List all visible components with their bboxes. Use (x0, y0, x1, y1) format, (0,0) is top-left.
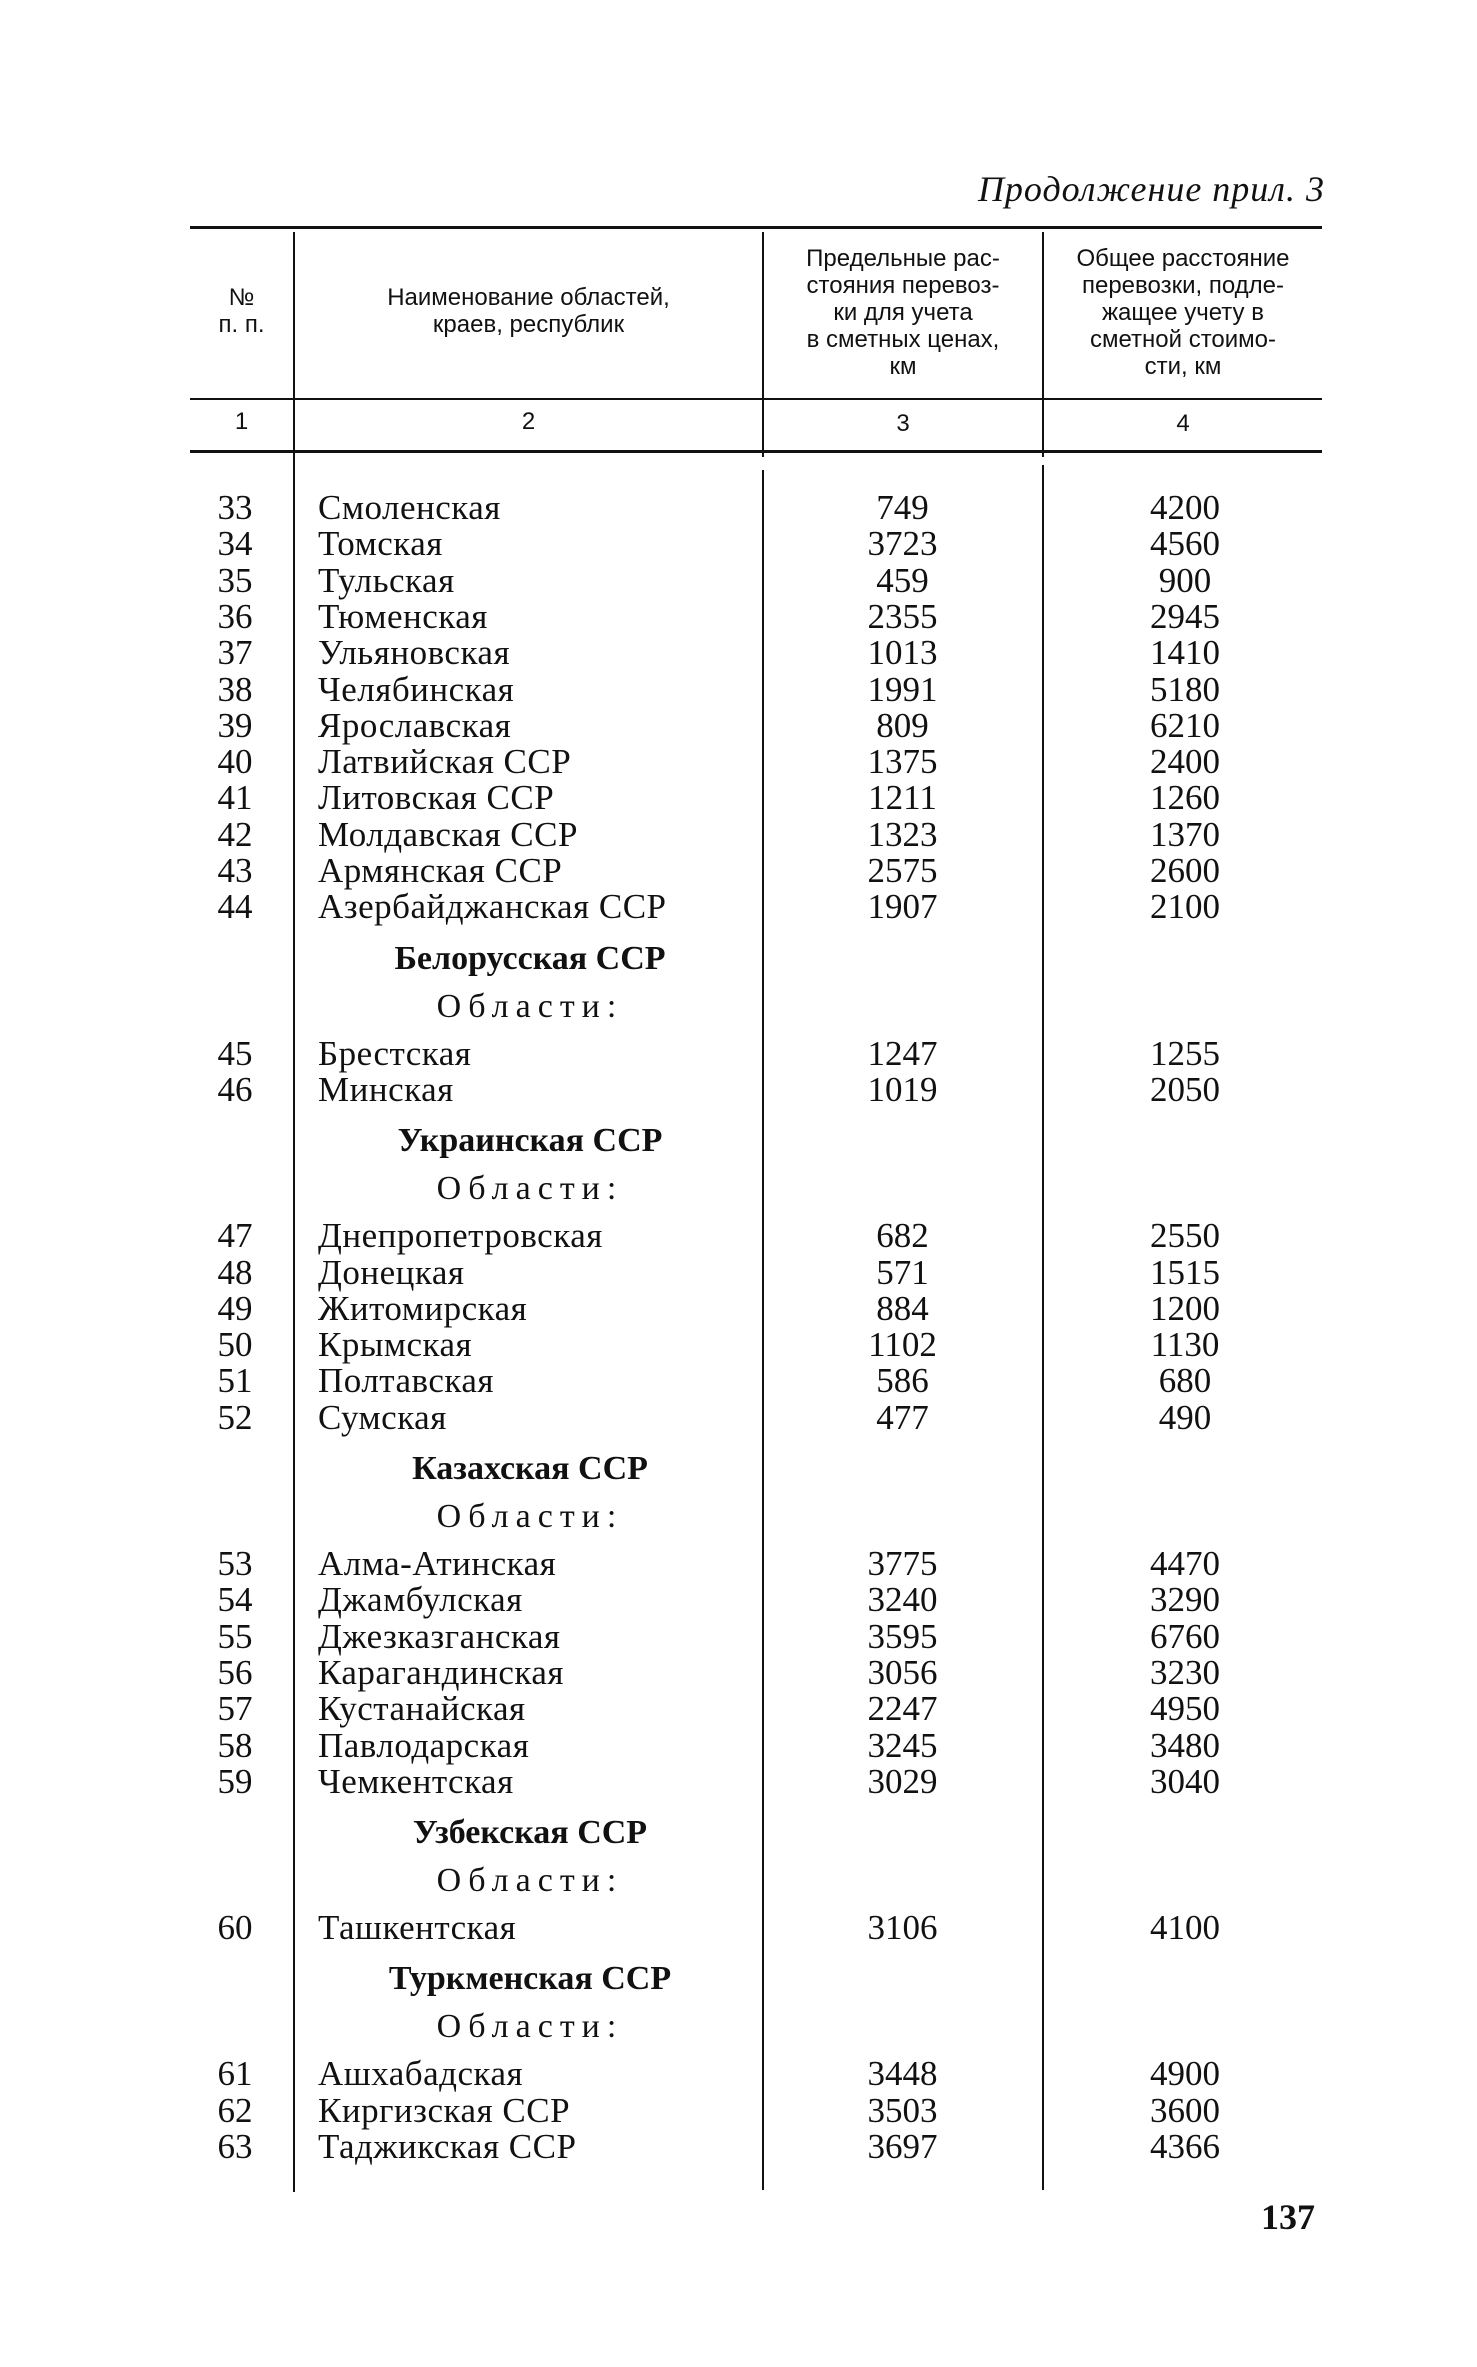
region-name: Молдавская ССР (318, 814, 578, 854)
total-distance: 1200 (1150, 1288, 1220, 1328)
table-row (0, 1069, 1477, 1109)
limit-distance: 1211 (868, 778, 937, 818)
table-row (0, 2056, 1477, 2092)
limit-distance: 477 (876, 1397, 929, 1437)
total-distance: 5180 (1150, 669, 1220, 709)
limit-distance: 809 (876, 705, 929, 745)
table-row (0, 1910, 1477, 1946)
total-distance: 1515 (1150, 1252, 1220, 1292)
row-number: 47 (217, 1216, 253, 1256)
region-name: Сумская (318, 1397, 447, 1437)
regions-subheading: Области: (436, 1862, 624, 1900)
total-distance: 3230 (1150, 1652, 1220, 1692)
page-number: 137 (1261, 2197, 1315, 2237)
region-name: Литовская ССР (318, 778, 555, 818)
row-number: 44 (217, 887, 253, 927)
limit-distance: 1102 (868, 1325, 937, 1365)
table-row (0, 596, 1477, 636)
row-number: 43 (217, 851, 253, 890)
limit-distance: 1907 (867, 887, 938, 927)
total-distance: 4470 (1150, 1544, 1220, 1583)
limit-distance: 3697 (867, 2127, 938, 2166)
table-row (0, 560, 1477, 600)
region-name: Павлодарская (318, 1725, 530, 1765)
region-name: Карагандинская (318, 1652, 564, 1692)
row-number: 58 (217, 1725, 253, 1765)
region-name: Житомирская (318, 1288, 528, 1328)
table-row (0, 889, 1477, 925)
limit-distance: 1375 (867, 742, 938, 782)
limit-distance: 3106 (867, 1908, 938, 1948)
total-distance: 4100 (1150, 1908, 1220, 1948)
table-row (0, 1652, 1477, 1692)
table-row (0, 1252, 1477, 1292)
row-number: 57 (217, 1689, 253, 1729)
region-name: Тюменская (318, 596, 488, 636)
row-number: 63 (217, 2127, 253, 2166)
row-number: 34 (217, 524, 253, 564)
limit-distance: 2247 (867, 1689, 938, 1729)
row-number: 55 (217, 1616, 253, 1656)
row-number: 45 (217, 1033, 253, 1073)
total-distance: 4950 (1150, 1689, 1220, 1729)
republic-heading: Узбекская ССР (412, 1814, 648, 1852)
limit-distance: 3056 (867, 1652, 938, 1692)
region-name: Минская (318, 1069, 454, 1109)
total-distance: 2050 (1150, 1069, 1220, 1109)
row-number: 42 (217, 814, 253, 854)
limit-distance: 1323 (867, 814, 938, 854)
total-distance: 3600 (1150, 2090, 1220, 2130)
table-row (0, 1616, 1477, 1656)
regions-subheading: Области: (436, 2008, 624, 2046)
row-number: 51 (217, 1361, 253, 1401)
region-name: Ашхабадская (318, 2054, 524, 2094)
region-name: Донецкая (318, 1252, 465, 1292)
row-number: 54 (217, 1580, 253, 1620)
region-name: Таджикская ССР (318, 2127, 577, 2166)
table-row (0, 780, 1477, 816)
region-name: Латвийская ССР (318, 742, 572, 782)
table-row (0, 669, 1477, 709)
limit-distance: 1991 (867, 669, 938, 709)
row-number: 60 (217, 1908, 253, 1948)
region-name: Челябинская (318, 669, 515, 709)
limit-distance: 3448 (867, 2054, 938, 2094)
column-number-3: 3 (896, 410, 910, 437)
total-distance: 3290 (1150, 1580, 1220, 1620)
republic-heading: Казахская ССР (412, 1450, 648, 1487)
table-row (0, 705, 1477, 745)
table-row (0, 814, 1477, 854)
row-number: 39 (217, 705, 253, 745)
region-name: Кустанайская (318, 1689, 526, 1729)
limit-distance: 3029 (867, 1761, 938, 1801)
total-distance: 490 (1158, 1397, 1212, 1437)
regions-subheading: Области: (436, 1170, 624, 1208)
total-distance: 3480 (1150, 1725, 1220, 1765)
total-distance: 2600 (1150, 851, 1220, 890)
table-row (0, 1725, 1477, 1765)
table-row (0, 1761, 1477, 1801)
republic-heading: Туркменская ССР (388, 1960, 672, 1998)
table-row (0, 1691, 1477, 1727)
limit-distance: 749 (876, 488, 929, 527)
limit-distance: 1013 (867, 633, 938, 673)
limit-distance: 1019 (867, 1069, 938, 1109)
region-name: Киргизская ССР (318, 2090, 571, 2130)
total-distance: 1410 (1150, 633, 1220, 673)
region-name: Алма-Атинская (318, 1544, 557, 1583)
limit-distance: 2355 (867, 596, 938, 636)
limit-distance: 3240 (867, 1580, 938, 1620)
row-number: 49 (217, 1288, 253, 1328)
limit-distance: 3775 (867, 1544, 938, 1583)
limit-distance: 1247 (867, 1033, 938, 1073)
row-number: 35 (217, 560, 253, 600)
region-name: Джезказганская (318, 1616, 561, 1656)
total-distance: 1130 (1150, 1325, 1220, 1365)
regions-subheading: Области: (436, 987, 624, 1025)
table-row (0, 1327, 1477, 1363)
total-distance: 1255 (1150, 1033, 1220, 1073)
total-distance: 4366 (1150, 2127, 1220, 2166)
row-number: 61 (217, 2054, 253, 2094)
row-number: 48 (217, 1252, 253, 1292)
row-number: 37 (217, 633, 253, 673)
region-name: Томская (318, 524, 443, 564)
region-name: Ярославская (318, 705, 512, 745)
table-row (0, 1397, 1477, 1437)
limit-distance: 682 (876, 1216, 929, 1256)
row-number: 40 (217, 742, 253, 782)
table-row (0, 1363, 1477, 1399)
row-number: 56 (217, 1652, 253, 1692)
region-name: Крымская (318, 1325, 473, 1365)
total-distance: 4900 (1150, 2054, 1220, 2094)
row-number: 46 (217, 1069, 253, 1109)
column-number-2: 2 (521, 408, 536, 435)
region-name: Армянская ССР (318, 851, 563, 890)
row-number: 62 (217, 2090, 253, 2130)
row-number: 41 (217, 778, 253, 818)
row-number: 59 (217, 1761, 253, 1801)
table-row (0, 744, 1477, 780)
region-name: Брестская (318, 1033, 472, 1073)
region-name: Тульская (318, 560, 455, 600)
total-distance: 2400 (1150, 742, 1220, 782)
table-row (0, 635, 1477, 671)
table-row (0, 1546, 1477, 1582)
row-number: 33 (217, 488, 253, 527)
table-row (0, 1582, 1477, 1618)
total-distance: 4560 (1150, 524, 1220, 564)
row-number: 52 (217, 1397, 253, 1437)
table-row (0, 2090, 1477, 2130)
table-row (0, 1288, 1477, 1328)
total-distance: 2100 (1150, 887, 1220, 927)
total-distance: 2945 (1150, 596, 1220, 636)
republic-heading: Белорусская ССР (394, 939, 666, 977)
total-distance: 3040 (1150, 1761, 1220, 1801)
total-distance: 1260 (1150, 778, 1220, 818)
region-name: Джамбулская (318, 1580, 523, 1620)
total-distance: 680 (1158, 1361, 1212, 1401)
row-number: 50 (217, 1325, 253, 1365)
total-distance: 4200 (1150, 488, 1220, 527)
table-row (0, 853, 1477, 889)
limit-distance: 571 (876, 1252, 929, 1292)
column-number-4: 4 (1176, 410, 1190, 437)
total-distance: 1370 (1150, 814, 1220, 854)
limit-distance: 459 (876, 560, 929, 600)
table-row (0, 2129, 1477, 2165)
total-distance: 900 (1158, 560, 1212, 600)
limit-distance: 3595 (867, 1616, 938, 1656)
total-distance: 2550 (1150, 1216, 1220, 1256)
limit-distance: 884 (876, 1288, 929, 1328)
column-number-1: 1 (234, 408, 249, 435)
region-name: Азербайджанская ССР (318, 887, 667, 927)
republic-heading: Украинская ССР (397, 1122, 663, 1160)
limit-distance: 2575 (867, 851, 938, 890)
limit-distance: 3245 (867, 1725, 938, 1765)
row-number: 53 (217, 1544, 253, 1583)
row-number: 36 (217, 596, 253, 636)
header-limit-distance: Предельные рас- стояния перевоз- ки для учета в сметных ценах, км (806, 245, 1000, 380)
table-row (0, 526, 1477, 562)
total-distance: 6760 (1150, 1616, 1220, 1656)
limit-distance: 3723 (867, 524, 938, 564)
limit-distance: 3503 (867, 2090, 938, 2130)
table-row (0, 490, 1477, 526)
region-name: Ташкентская (318, 1908, 517, 1948)
region-name: Полтавская (318, 1361, 495, 1401)
table-row (0, 1218, 1477, 1254)
regions-subheading: Области: (436, 1498, 624, 1535)
limit-distance: 586 (876, 1361, 929, 1401)
region-name: Смоленская (318, 488, 501, 527)
region-name: Чемкентская (318, 1761, 514, 1801)
header-number: № п. п. (218, 284, 265, 338)
table-row (0, 1033, 1477, 1073)
header-total-distance: Общее расстояние перевозки, подле- жащее учету в сметной стоимо- сти, км (1076, 245, 1290, 380)
region-name: Ульяновская (318, 633, 511, 673)
header-region-name: Наименование областей, краев, республик (387, 284, 670, 338)
region-name: Днепропетровская (318, 1216, 603, 1256)
row-number: 38 (217, 669, 253, 709)
continuation-label: Продолжение прил. 3 (977, 169, 1325, 209)
total-distance: 6210 (1150, 705, 1220, 745)
